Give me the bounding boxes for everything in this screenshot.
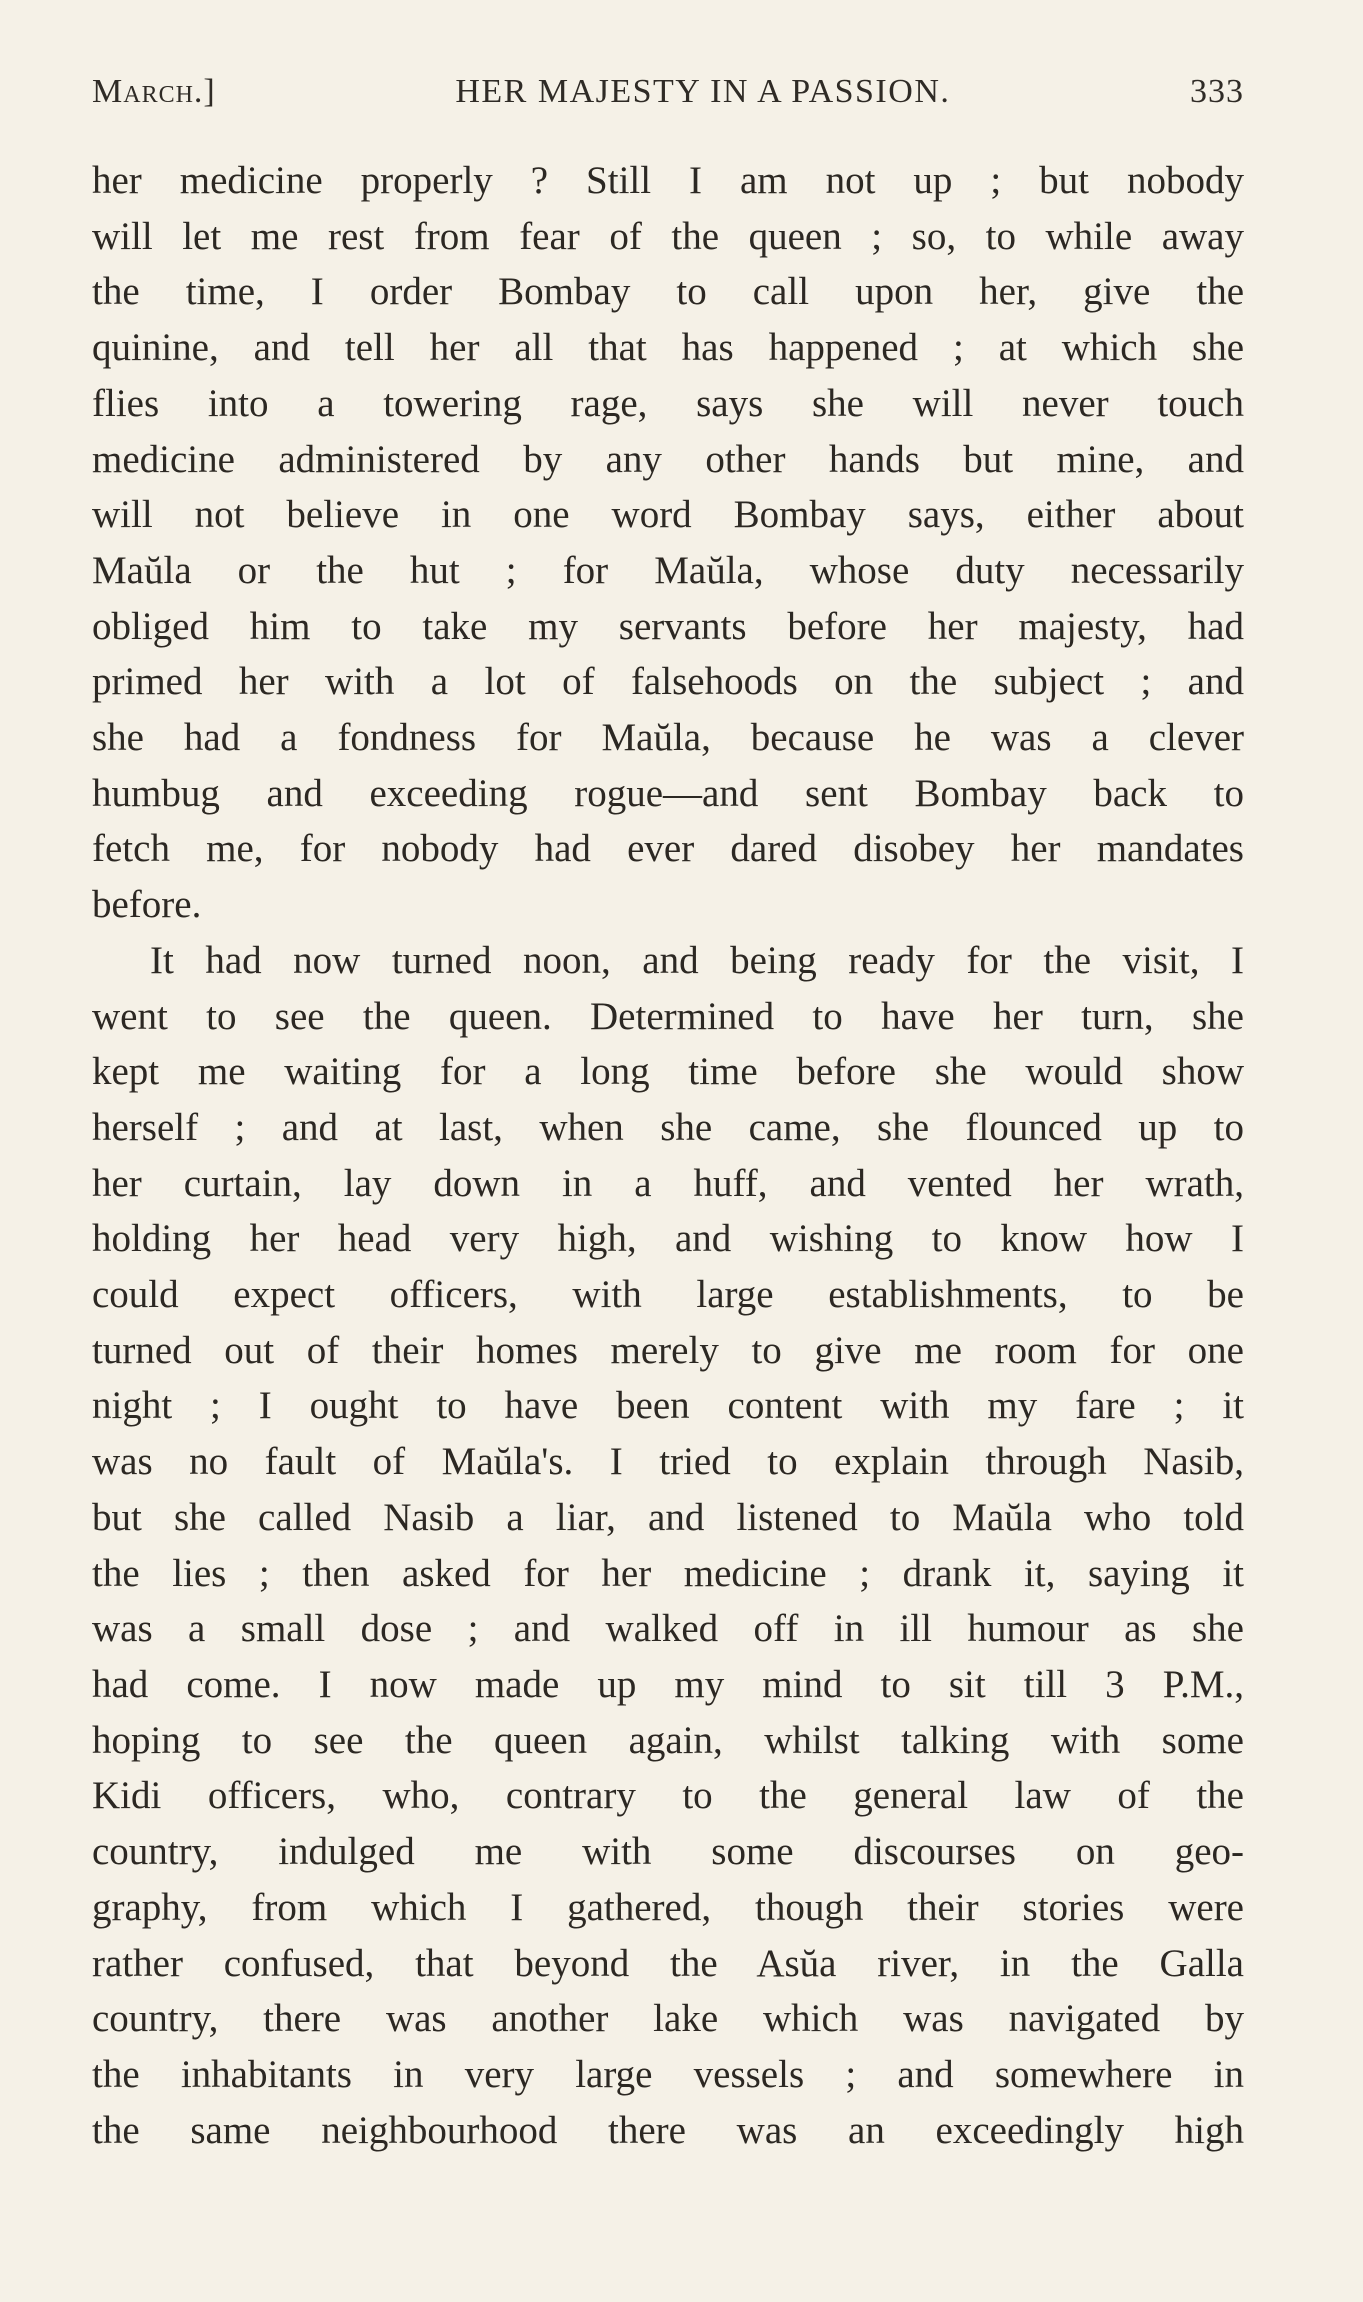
text-line: had come. I now made up my mind to sit till 3 P.M., xyxy=(92,1662,1244,1706)
text-line: will let me rest from fear of the queen ; so, to while away xyxy=(92,214,1244,258)
paragraph xyxy=(92,153,1244,933)
page-number: 333 xyxy=(1189,73,1244,110)
text-line: the same neighbourhood there was an exceedingly high xyxy=(92,2108,1244,2152)
running-head xyxy=(92,62,1244,122)
text-line: medicine administered by any other hands but mine, and xyxy=(92,437,1244,481)
text-line: quinine, and tell her all that has happened ; at which she xyxy=(92,326,1244,370)
text-line: country, indulged me with some discourses on geo- xyxy=(92,1830,1244,1874)
text-line: graphy, from which I gathered, though their stories were xyxy=(92,1885,1244,1929)
paragraph xyxy=(92,933,1244,2158)
text-line: turned out of their homes merely to give me room for one xyxy=(92,1328,1244,1372)
text-line: the inhabitants in very large vessels ; and somewhere in xyxy=(92,2052,1244,2096)
text-line: herself ; and at last, when she came, she flounced up to xyxy=(92,1105,1244,1149)
text-line: rather confused, that beyond the Asŭa river, in the Galla xyxy=(92,1941,1244,1985)
running-head-title: HER MAJESTY IN A PASSION. xyxy=(455,73,951,110)
text-line: could expect officers, with large establishments, to be xyxy=(92,1273,1244,1317)
text-line: It had now turned noon, and being ready for the visit, I xyxy=(150,938,1244,982)
running-head-month: March.] xyxy=(92,73,216,110)
text-line: primed her with a lot of falsehoods on the subject ; and xyxy=(92,660,1244,704)
text-line: night ; I ought to have been content with my fare ; it xyxy=(92,1384,1244,1428)
text-line: was a small dose ; and walked off in ill humour as she xyxy=(92,1607,1244,1651)
text-line: before. xyxy=(92,883,202,927)
text-line: but she called Nasib a liar, and listened to Maŭla who told xyxy=(92,1495,1244,1539)
text-line: her curtain, lay down in a huff, and vented her wrath, xyxy=(92,1161,1244,1205)
text-line: kept me waiting for a long time before she would show xyxy=(92,1050,1244,1094)
text-line: Kidi officers, who, contrary to the general law of the xyxy=(92,1774,1244,1818)
text-line: flies into a towering rage, says she will never touch xyxy=(92,381,1244,425)
text-line: the lies ; then asked for her medicine ; drank it, saying it xyxy=(92,1551,1244,1595)
text-line: hoping to see the queen again, whilst talking with some xyxy=(92,1718,1244,1762)
text-line: was no fault of Maŭla's. I tried to explain through Nasib, xyxy=(92,1440,1244,1484)
text-line: will not believe in one word Bombay says, either about xyxy=(92,493,1244,537)
text-line: country, there was another lake which was navigated by xyxy=(92,1997,1244,2041)
text-line: holding her head very high, and wishing to know how I xyxy=(92,1217,1244,1261)
text-line: humbug and exceeding rogue—and sent Bombay back to xyxy=(92,771,1244,815)
text-line: obliged him to take my servants before her majesty, had xyxy=(92,604,1244,648)
text-line: Maŭla or the hut ; for Maŭla, whose duty necessarily xyxy=(92,548,1244,592)
text-line: the time, I order Bombay to call upon her, give the xyxy=(92,270,1244,314)
text-line: went to see the queen. Determined to have her turn, she xyxy=(92,994,1244,1038)
text-line: fetch me, for nobody had ever dared disobey her mandates xyxy=(92,827,1244,871)
text-line: her medicine properly ? Still I am not up ; but nobody xyxy=(92,159,1244,202)
text-line: she had a fondness for Maŭla, because he was a clever xyxy=(92,716,1244,760)
body-text xyxy=(92,153,1244,2158)
